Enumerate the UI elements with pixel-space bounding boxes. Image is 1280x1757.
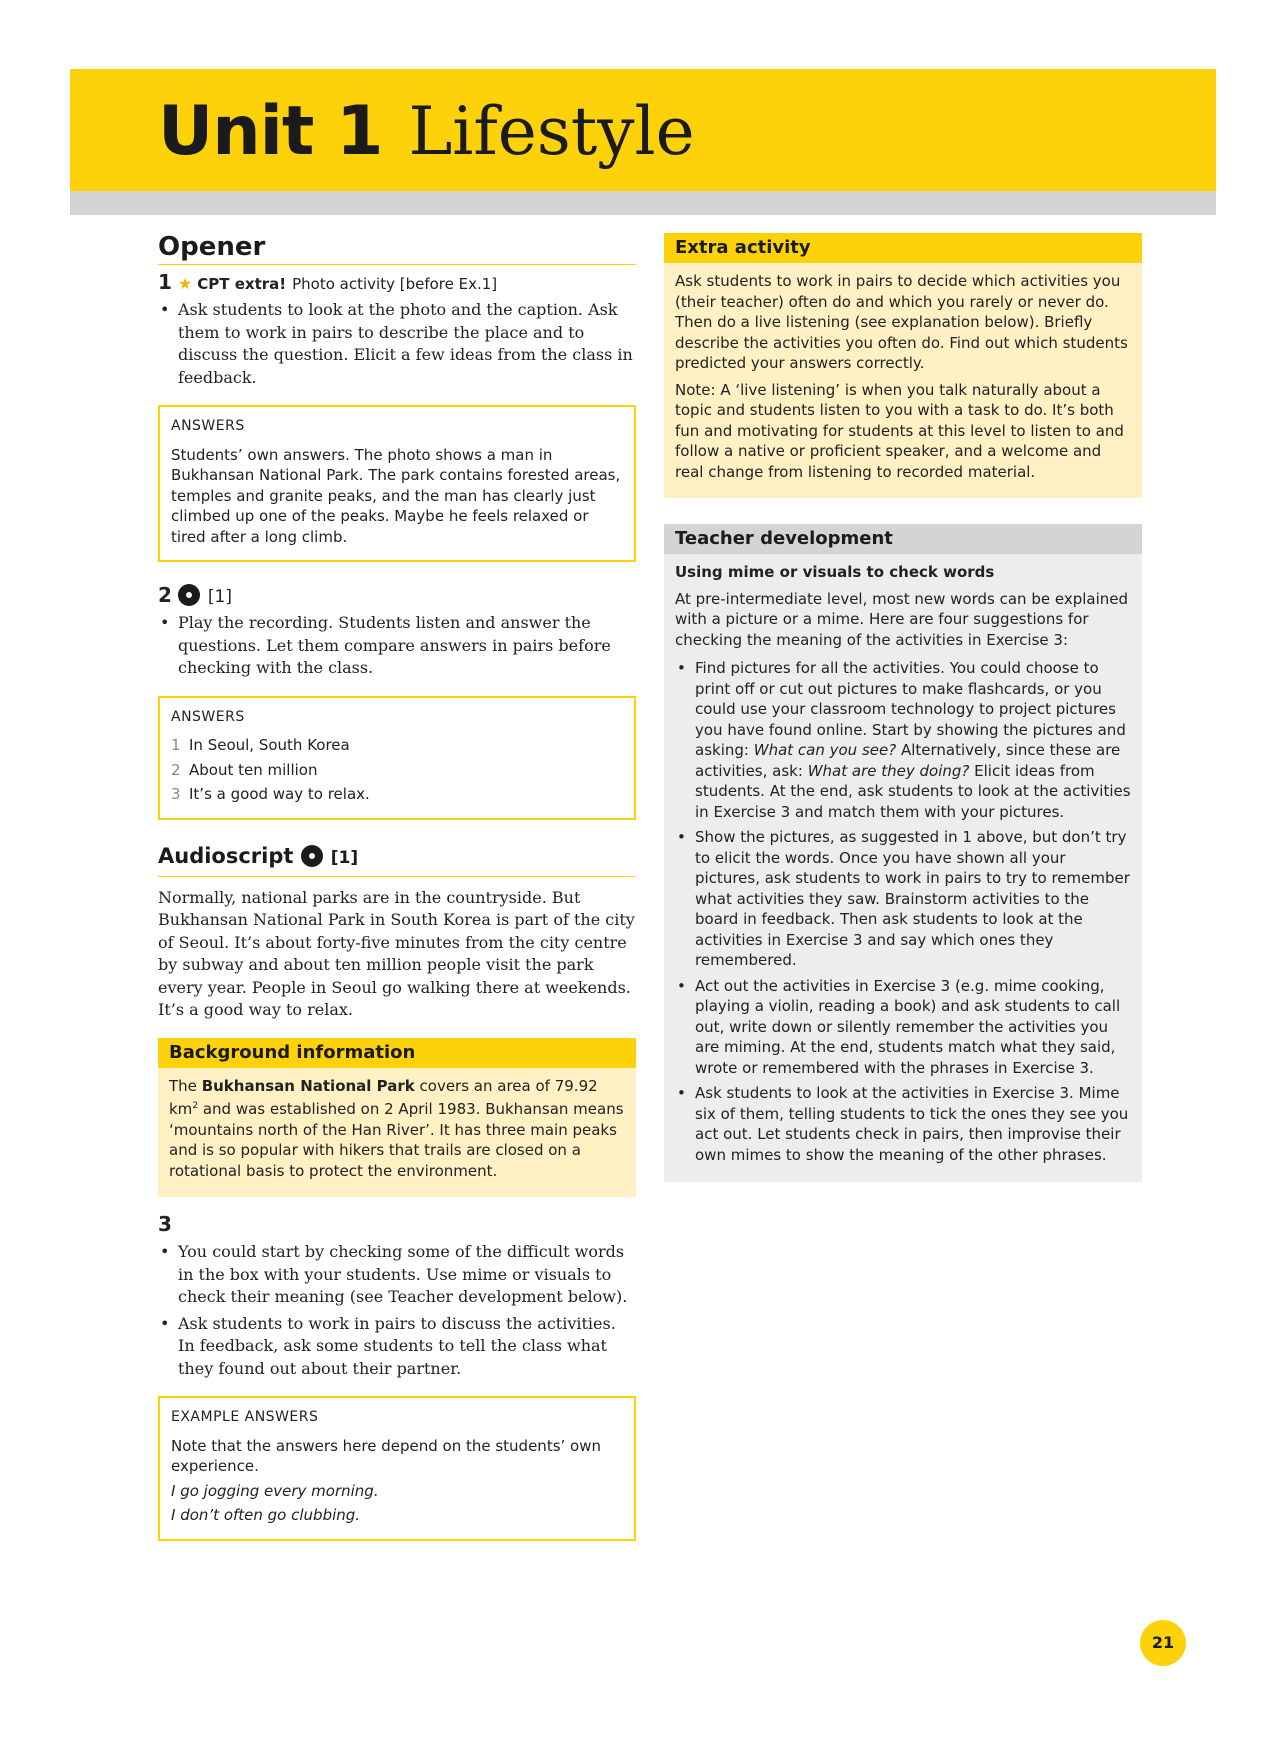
exercise-3-line	[158, 1213, 636, 1237]
exercise-2-number: 2	[158, 583, 172, 607]
track-number: [1]	[207, 587, 233, 607]
extra-activity-note: Note: A ‘live listening’ is when you talk naturally about a topic and students listen to you with a task to do. It’s both fun and motivating for students at this level to listen to and follow a native or proficient speaker, and a welcome and real change from listening to recorded material.	[675, 380, 1124, 481]
exercise-3-number: 3	[158, 1212, 172, 1236]
extra-activity-heading: Extra activity	[664, 233, 1142, 263]
background-information-box	[158, 1038, 636, 1198]
teacher-development-bullets	[675, 658, 1131, 1165]
teacher-development-subheading: Using mime or visuals to check words	[675, 563, 995, 581]
right-column	[664, 233, 1142, 1182]
audioscript-heading: Audioscript [1]	[158, 842, 636, 877]
audioscript-text: Normally, national parks are in the countryside. But Bukhansan National Park in South Korea is part of the city of Seoul. It’s about forty-five minutes from the city centre by subway and about ten million people visit the park every year. People in Seoul go walking there at weekends. It’s a good way to relax.	[158, 887, 635, 1019]
example-answers-note: Note that the answers here depend on the students’ own experience.	[171, 1436, 601, 1475]
teacher-development-box	[664, 524, 1142, 1182]
teacher-development-bullet: • Ask students to look at the activities in Exercise 3. Mime six of them, telling students to tick the ones they see you act out. Let students check in pairs, then improvise their own mimes to show the meaning of the other phrases.	[675, 1083, 1131, 1165]
page-number: 21	[1140, 1620, 1186, 1666]
track-number: [1]	[330, 847, 359, 868]
background-heading: Background information	[158, 1038, 636, 1068]
example-answer: I don’t often go clubbing.	[171, 1506, 361, 1524]
teacher-development-intro: At pre-intermediate level, most new words can be explained with a picture or a mime. Here are four suggestions for checking the meaning of the activities in Exercise 3:	[675, 589, 1128, 649]
exercise-3-bullets	[158, 1241, 636, 1380]
example-answers-label: EXAMPLE ANSWERS	[171, 1409, 319, 1425]
exercise-3-answers-box	[158, 1396, 636, 1541]
audio-disc-icon	[301, 845, 323, 867]
answers-label: ANSWERS	[171, 418, 245, 434]
exercise-1-number: 1	[158, 270, 172, 294]
star-icon: ★	[177, 274, 193, 293]
exercise-1-bullet: • Ask students to look at the photo and the caption. Ask them to work in pairs to describe the place and to discuss the question. Elicit a few ideas from the class in feedback.	[158, 299, 636, 389]
answer-item: 2 About ten million	[171, 760, 318, 779]
background-text: The Bukhansan National Park covers an area of 79.92 $km^2$ and was established on 2 April 1983. Bukhansan means ‘mountains north of the Han River’. It has three main peaks and is so popular with hikers that trails are closed on a rotational basis to protect the environment.	[169, 1076, 624, 1180]
exercise-3-bullet: • Ask students to work in pairs to discuss the activities. In feedback, ask some students to tell the class what they found out about their partner.	[158, 1313, 636, 1381]
cpt-extra-label: CPT extra!	[197, 275, 287, 293]
page-title	[158, 92, 695, 171]
extra-activity-text: Ask students to work in pairs to decide which activities you (their teacher) often do and which you rarely or never do. Then do a live listening (see explanation below). Briefly describe the activities you often do. Find out which students predicted your answers correctly.	[675, 272, 1128, 372]
exercise-2-bullet: • Play the recording. Students listen and answer the questions. Let them compare answers in pairs before checking with the class.	[158, 612, 636, 680]
answer-item: 3 It’s a good way to relax.	[171, 785, 370, 803]
answers-text: Students’ own answers. The photo shows a man in Bukhansan National Park. The park contains forested areas, temples and granite peaks, and the man has clearly just climbed up one of the peaks. Maybe he feels relaxed or tired after a long climb.	[171, 445, 621, 546]
teacher-development-bullet: • Find pictures for all the activities. You could choose to print off or cut out pictures to make flashcards, or you could use your classroom technology to project pictures you have found online. Start by showing the pictures and asking: What can you see? Alternatively, since these are activities, ask: What are they doing? Elicit ideas from students. At the end, ask students to look at the activities in Exercise 3 and match them with your pictures.	[675, 658, 1131, 822]
teacher-development-bullet: • Show the pictures, as suggested in 1 above, but don’t try to elicit the words. Once you have shown all your pictures, ask students to work in pairs to try to remember what activities they saw. Brainstorm activities to the board in feedback. Then ask students to look at the activities in Exercise 3 and say which ones they remembered.	[675, 827, 1131, 971]
answers-label: ANSWERS	[171, 708, 245, 725]
extra-activity-box	[664, 233, 1142, 498]
unit-number: Unit 1	[158, 92, 383, 171]
teacher-development-heading: Teacher development	[664, 524, 1142, 554]
banner-strip	[70, 191, 1216, 215]
answer-item: 1 In Seoul, South Korea	[171, 736, 350, 754]
teacher-development-bullet: • Act out the activities in Exercise 3 (e.g. mime cooking, playing a violin, reading a book) and ask students to call out, write down or silently remember the activities you are miming. At the end, students match what they said, wrote or remembered with the phrases in Exercise 3.	[675, 976, 1131, 1079]
left-column	[158, 232, 636, 1563]
opener-heading: Opener	[158, 232, 636, 265]
exercise-1-bullets	[158, 299, 636, 389]
exercise-1-answers-box	[158, 405, 636, 562]
unit-title: Lifestyle	[408, 93, 695, 170]
example-answer: I go jogging every morning.	[171, 1481, 379, 1500]
exercise-3-bullet: • You could start by checking some of the difficult words in the box with your students. Use mime or visuals to check their meaning (see Teacher development below).	[158, 1241, 636, 1309]
photo-activity-label: Photo activity [before Ex.1]	[292, 275, 498, 293]
audio-disc-icon	[178, 584, 200, 606]
exercise-2-line	[158, 584, 636, 608]
exercise-2-bullets	[158, 612, 636, 680]
exercise-1-line	[158, 271, 636, 295]
exercise-2-answers-box	[158, 696, 636, 820]
